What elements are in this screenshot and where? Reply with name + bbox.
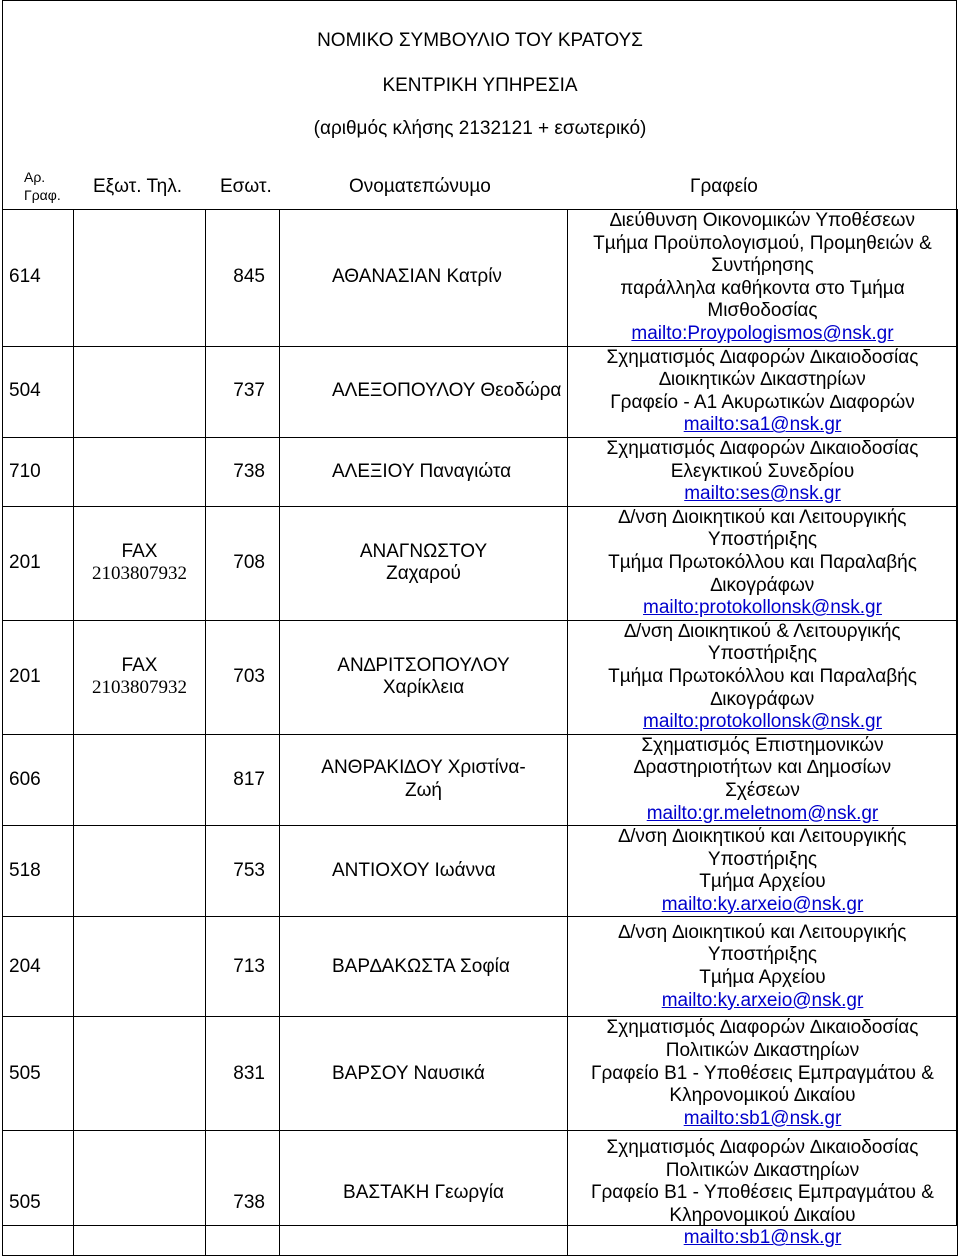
office-line: Υποστήριξης: [707, 944, 818, 966]
office-line: Γραφείο - Α1 Ακυρωτικών ∆ιαφορών: [610, 391, 915, 413]
email-link[interactable]: mailto:gr.meletnom@nsk.gr: [646, 802, 879, 824]
office-line: Σχηµατισµός ∆ιαφορών ∆ικαιοδοσίας: [606, 1017, 919, 1039]
employee-name: [280, 346, 568, 437]
office-line: Υποστήριξης: [707, 529, 818, 551]
internal-extension: 738: [206, 1131, 280, 1256]
directory-table: [2, 209, 958, 1256]
office-line: Τµήµα Προϋπολογισµού, Προµηθειών &: [593, 232, 932, 254]
column-header-office-number: Αρ. Γραφ.: [24, 169, 61, 203]
email-link[interactable]: mailto:Proypologismos@nsk.gr: [631, 322, 894, 344]
internal-extension: 753: [206, 826, 280, 917]
fax-cell: [74, 210, 206, 347]
office-description: [568, 734, 958, 825]
office-line: Σχέσεων: [725, 779, 800, 801]
name-line: ΒΑΡ∆ΑΚΩΣΤΑ Σοφία: [332, 955, 510, 977]
page-subtitle: ΚΕΝΤΡΙΚΗ ΥΠΗΡΕΣΙΑ: [382, 75, 578, 96]
column-header-internal-phone: Εσωτ.: [220, 176, 272, 197]
table-row: [3, 734, 958, 825]
office-line: ∆/νση ∆ιοικητικού και Λειτουργικής: [618, 506, 907, 528]
office-description: [568, 210, 958, 347]
column-header-name: Ονοµατεπώνυµο: [349, 176, 491, 197]
email-link[interactable]: mailto:sb1@nsk.gr: [683, 1107, 842, 1129]
office-line: ∆ικογράφων: [710, 688, 815, 710]
office-line: Σχηµατισµός ∆ιαφορών ∆ικαιοδοσίας: [606, 1136, 919, 1158]
name-line: ΒΑΣΤΑΚΗ Γεωργία: [343, 1182, 504, 1204]
office-line: Τµήµα Πρωτοκόλλου και Παραλαβής: [608, 665, 917, 687]
office-number: 201: [3, 506, 74, 620]
office-line: Κληρονοµικού ∆ικαίου: [669, 1085, 856, 1107]
office-description: [568, 346, 958, 437]
office-line: ∆/νση ∆ιοικητικού και Λειτουργικής: [618, 921, 907, 943]
internal-extension: 713: [206, 917, 280, 1017]
office-number: 505: [3, 1131, 74, 1256]
office-line: ∆ιεύθυνση Οικονοµικών Υποθέσεων: [610, 210, 915, 231]
email-link[interactable]: mailto:protokollonsk@nsk.gr: [643, 597, 882, 619]
fax-number: 2103807932: [92, 677, 187, 699]
office-line: Υποστήριξης: [707, 848, 818, 870]
fax-cell: [74, 346, 206, 437]
name-line: ΑΛΕΞΟΠΟΥΛΟΥ Θεοδώρα: [332, 380, 562, 402]
name-line: ΑΘΑΝΑΣΙΑΝ Κατρίν: [332, 266, 502, 288]
fax-cell: [74, 917, 206, 1017]
office-description: [568, 620, 958, 734]
office-description: [568, 437, 958, 506]
fax-cell: [74, 826, 206, 917]
email-link[interactable]: mailto:ky.arxeio@nsk.gr: [661, 989, 864, 1011]
employee-name: [280, 734, 568, 825]
fax-cell: [74, 734, 206, 825]
employee-name: [280, 917, 568, 1017]
table-row: [3, 826, 958, 917]
table-row: [3, 1131, 958, 1256]
fax-cell: [74, 1131, 206, 1256]
office-line: ∆ικογράφων: [710, 574, 815, 596]
office-line: Γραφείο Β1 - Υποθέσεις Εµπραγµάτου &: [591, 1062, 934, 1084]
office-line: Τµήµα Πρωτοκόλλου και Παραλαβής: [608, 551, 917, 573]
office-number: 518: [3, 826, 74, 917]
internal-extension: 708: [206, 506, 280, 620]
internal-extension: 831: [206, 1017, 280, 1131]
office-description: [568, 1131, 958, 1256]
fax-cell: [74, 1017, 206, 1131]
employee-name: [280, 1131, 568, 1256]
office-number: 505: [3, 1017, 74, 1131]
office-description: [568, 917, 958, 1017]
office-line: Ελεγκτικού Συνεδρίου: [670, 460, 855, 482]
fax-cell: [74, 437, 206, 506]
employee-name: [280, 210, 568, 347]
office-line: Σχηµατισµός Επιστηµονικών: [641, 734, 884, 756]
office-line: Τµήµα Αρχείου: [699, 966, 826, 988]
employee-name: [280, 1017, 568, 1131]
email-link[interactable]: mailto:ses@nsk.gr: [684, 483, 841, 505]
internal-extension: 845: [206, 210, 280, 347]
office-description: [568, 1017, 958, 1131]
office-line: Μισθοδοσίας: [707, 300, 818, 322]
name-line: ΑΛΕΞΙΟΥ Παναγιώτα: [332, 460, 512, 482]
office-line: Σχηµατισµός ∆ιαφορών ∆ικαιοδοσίας: [606, 346, 919, 368]
name-line: ΒΑΡΣΟΥ Ναυσικά: [332, 1062, 485, 1084]
table-row: [3, 210, 958, 347]
office-line: Τµήµα Αρχείου: [699, 871, 826, 893]
table-row: [3, 1017, 958, 1131]
name-line: Ζωή: [404, 779, 442, 801]
office-line: Υποστήριξης: [707, 643, 818, 665]
office-line: Πολιτικών ∆ικαστηρίων: [665, 1040, 860, 1062]
table-row: [3, 917, 958, 1017]
email-link[interactable]: mailto:sa1@nsk.gr: [683, 414, 842, 436]
internal-extension: 737: [206, 346, 280, 437]
office-number: 710: [3, 437, 74, 506]
email-link[interactable]: mailto:protokollonsk@nsk.gr: [643, 711, 882, 733]
internal-extension: 817: [206, 734, 280, 825]
office-line: Γραφείο Β1 - Υποθέσεις Εµπραγµάτου &: [591, 1182, 934, 1204]
email-link[interactable]: mailto:ky.arxeio@nsk.gr: [661, 893, 864, 915]
employee-name: [280, 506, 568, 620]
name-line: Χαρίκλεια: [382, 677, 465, 699]
office-description: [568, 506, 958, 620]
office-number: 204: [3, 917, 74, 1017]
employee-name: [280, 826, 568, 917]
office-line: ∆/νση ∆ιοικητικού και Λειτουργικής: [618, 826, 907, 848]
employee-name: [280, 620, 568, 734]
office-line: Σχηµατισµός ∆ιαφορών ∆ικαιοδοσίας: [606, 437, 919, 459]
office-line: ∆/νση ∆ιοικητικού & Λειτουργικής: [624, 620, 901, 642]
office-number: 606: [3, 734, 74, 825]
fax-label: FAX: [121, 541, 158, 563]
column-header-external-phone: Εξωτ. Τηλ.: [93, 176, 183, 197]
office-line: ∆ιοικητικών ∆ικαστηρίων: [659, 369, 866, 391]
name-line: ΑΝΑΓΝΩΣΤΟΥ: [359, 540, 488, 562]
name-line: Ζαχαρού: [386, 563, 461, 585]
page-title: ΝΟΜΙΚΟ ΣΥΜΒΟΥΛΙΟ ΤΟΥ ΚΡΑΤΟΥΣ: [317, 30, 643, 51]
call-number-note: (αριθμός κλήσης 2132121 + εσωτερικό): [313, 118, 647, 139]
office-line: Συντήρησης: [711, 255, 814, 277]
office-number: 201: [3, 620, 74, 734]
office-description: [568, 826, 958, 917]
office-line: Πολιτικών ∆ικαστηρίων: [665, 1159, 860, 1181]
fax-cell: [74, 506, 206, 620]
name-line: ΑΝΤΙΟΧΟΥ Ιωάννα: [332, 859, 496, 881]
fax-number: 2103807932: [92, 563, 187, 585]
table-row: [3, 620, 958, 734]
email-link[interactable]: mailto:sb1@nsk.gr: [683, 1227, 842, 1249]
fax-cell: [74, 620, 206, 734]
office-number: 504: [3, 346, 74, 437]
office-line: παράλληλα καθήκοντα στο Τµήµα: [620, 277, 905, 299]
employee-name: [280, 437, 568, 506]
table-row: [3, 437, 958, 506]
office-line: ∆ραστηριοτήτων και ∆ηµοσίων: [633, 757, 892, 779]
office-line: Κληρονοµικού ∆ικαίου: [669, 1204, 856, 1226]
fax-label: FAX: [121, 655, 158, 677]
column-header-office: Γραφείο: [690, 176, 758, 197]
internal-extension: 738: [206, 437, 280, 506]
office-number: 614: [3, 210, 74, 347]
internal-extension: 703: [206, 620, 280, 734]
name-line: ΑΝ∆ΡΙΤΣΟΠΟΥΛΟΥ: [337, 654, 510, 676]
table-row: [3, 506, 958, 620]
table-row: [3, 346, 958, 437]
name-line: ΑΝΘΡΑΚΙ∆ΟΥ Χριστίνα-: [321, 757, 526, 779]
